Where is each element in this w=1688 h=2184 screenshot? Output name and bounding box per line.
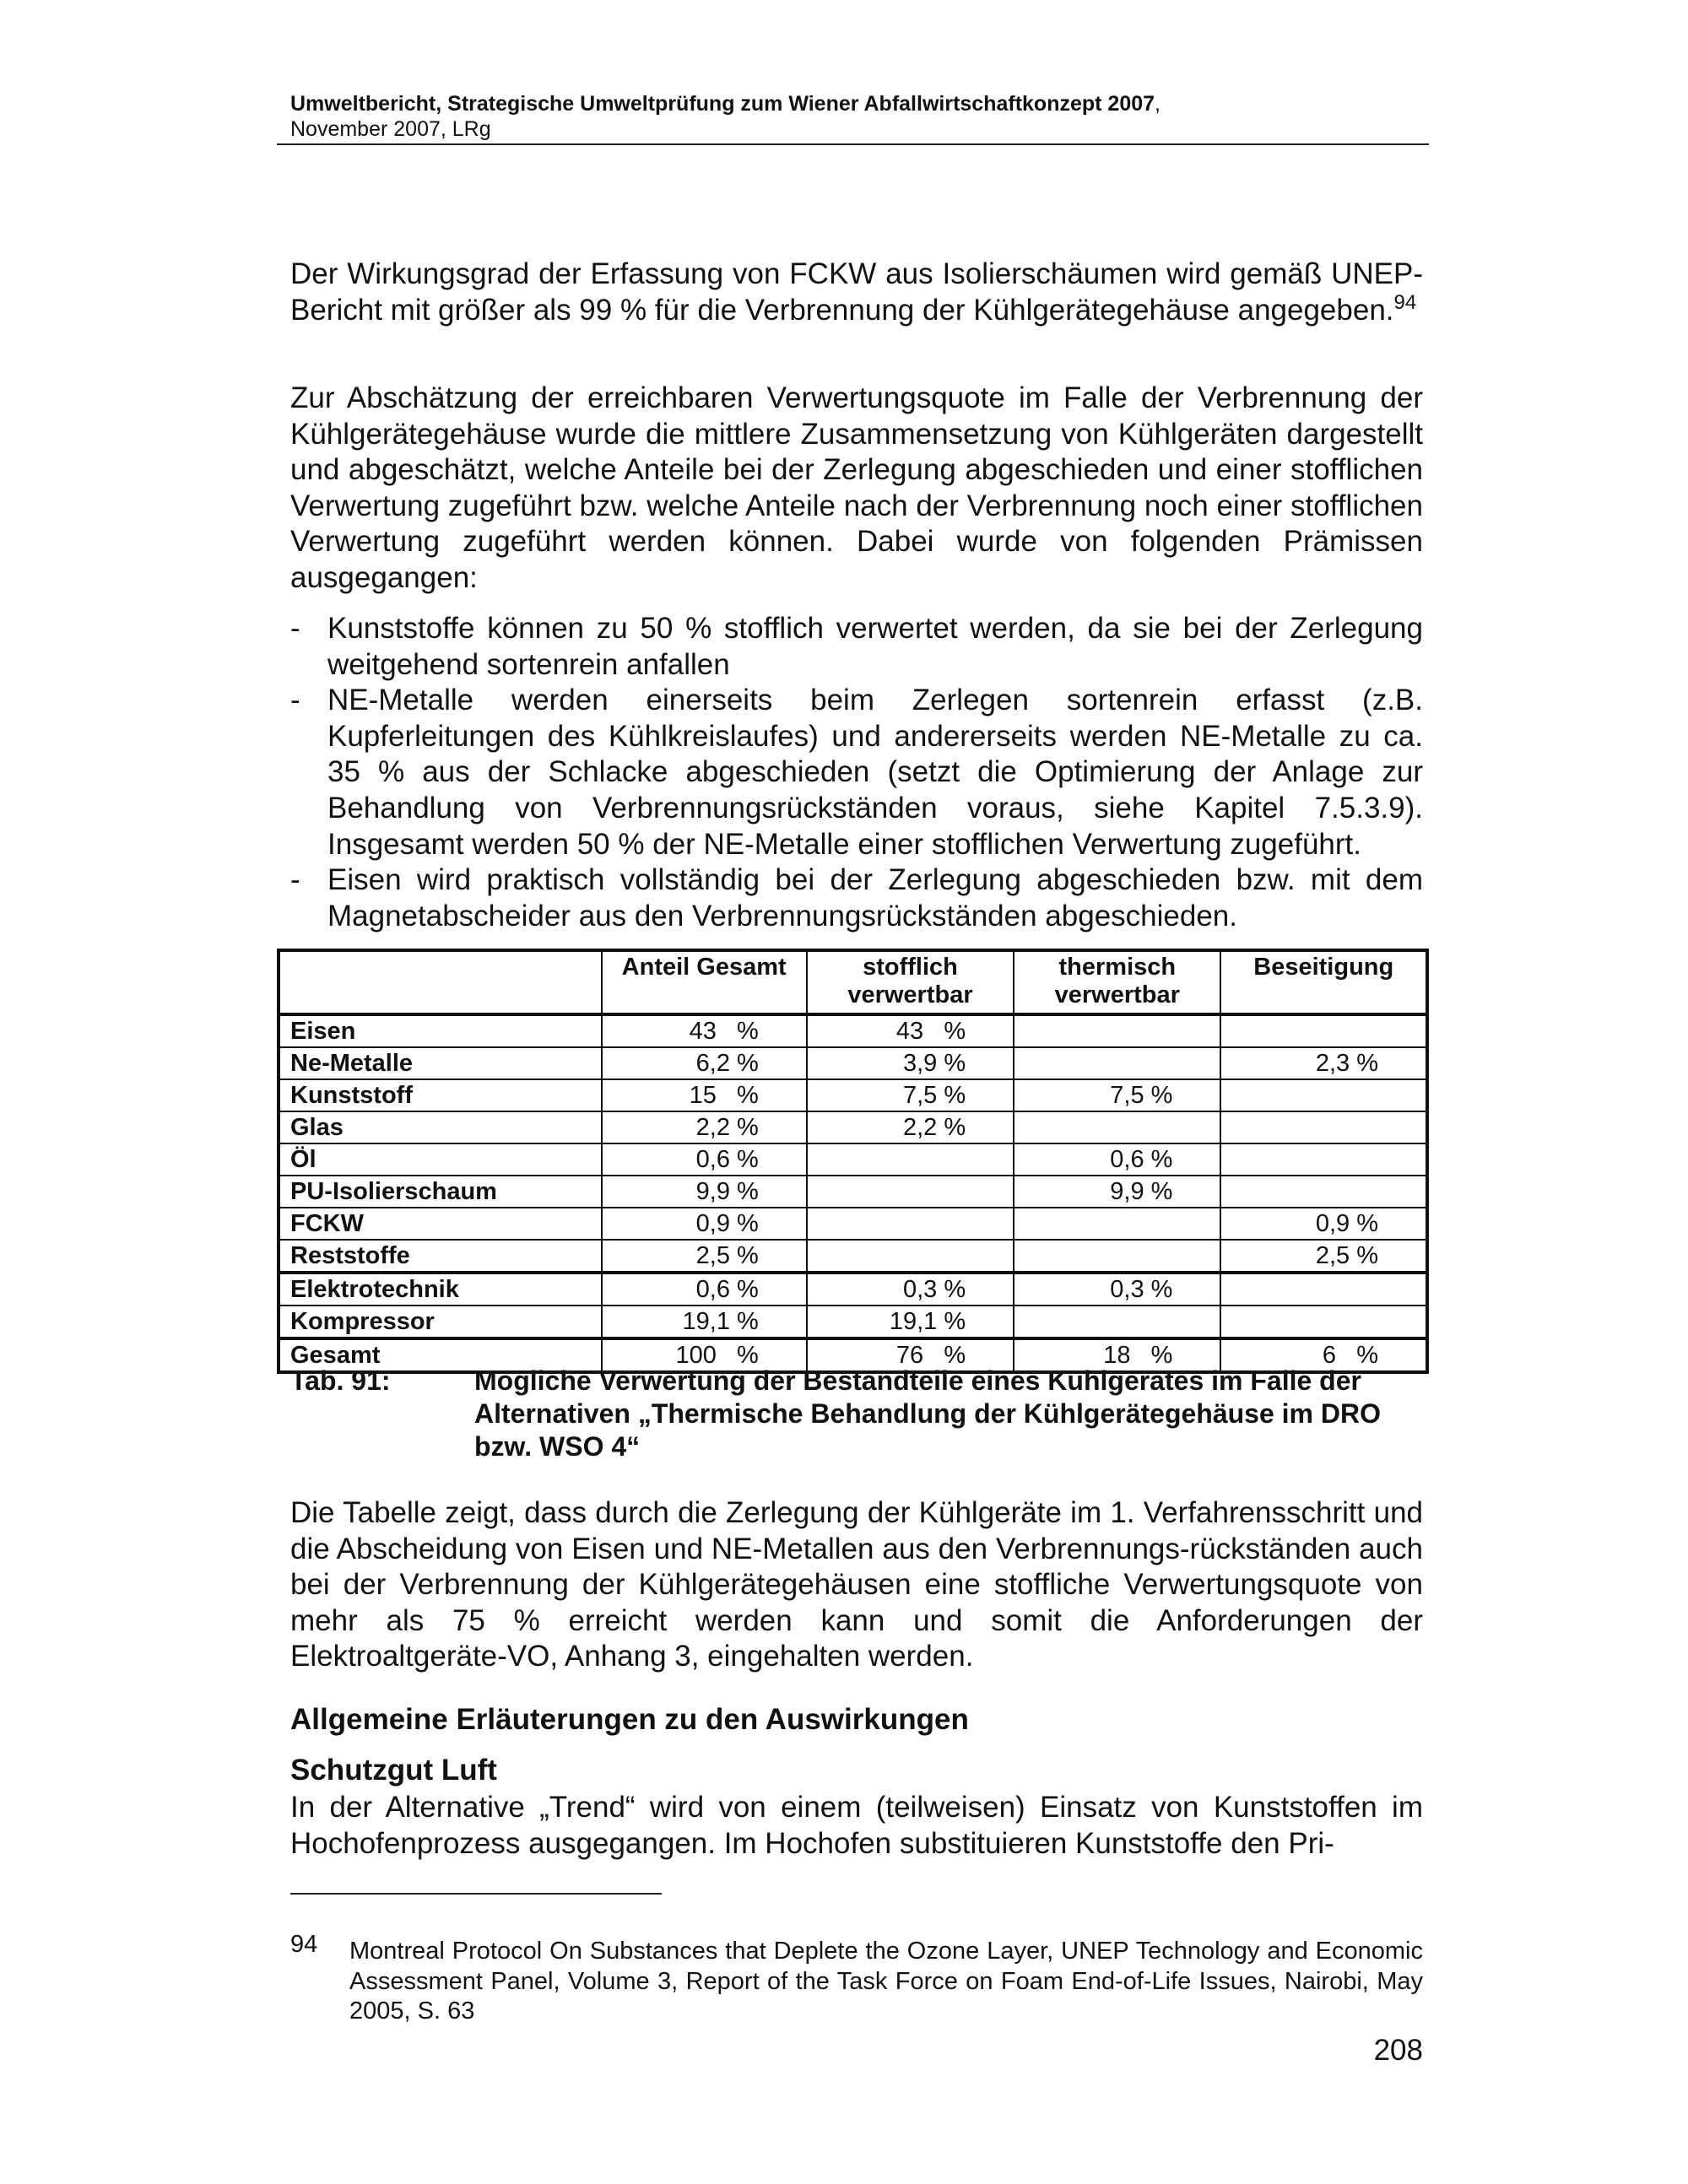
table-cell	[1014, 1240, 1220, 1273]
row-label: FCKW	[279, 1208, 602, 1240]
table-cell: 19,1 %	[807, 1306, 1014, 1338]
table-cell: 15 %	[602, 1079, 807, 1111]
table-cell: 43 %	[807, 1014, 1014, 1047]
table-cell: 0,3 %	[807, 1273, 1014, 1306]
table-cell: 0,9 %	[1220, 1208, 1427, 1240]
table-cell: 0,9 %	[602, 1208, 807, 1240]
row-label: Eisen	[279, 1014, 602, 1047]
table-cell: 100 %	[602, 1338, 807, 1372]
paragraph-4: In der Alternative „Trend“ wird von einem (teilweisen) Einsatz von Kunststoffen im Hochofenprozess ausgegangen. Im Hochofen substituieren Kunststoffe den Pri-	[290, 1791, 1423, 1860]
table-cell: 43 %	[602, 1014, 807, 1047]
table-cell: 19,1 %	[602, 1306, 807, 1338]
table-cell: 0,6 %	[1014, 1143, 1220, 1176]
table-row	[279, 1176, 1427, 1208]
table-cell	[807, 1143, 1014, 1176]
table-row	[279, 1047, 1427, 1079]
table-row	[279, 1014, 1427, 1047]
table-cell	[1220, 1273, 1427, 1306]
table-cell	[1014, 1306, 1220, 1338]
table-cell: 9,9 %	[602, 1176, 807, 1208]
table-cell: 7,5 %	[1014, 1079, 1220, 1111]
column-header: thermisch verwertbar	[1014, 950, 1220, 1014]
table-cell	[1220, 1306, 1427, 1338]
table-cell	[807, 1176, 1014, 1208]
caption-text: Mögliche Verwertung der Bestandteile eines Kühlgerätes im Falle der Alternativen „Thermische Behandlung der Kühlgerätegehäuse im DRO bzw. WSO 4“	[474, 1365, 1381, 1462]
table-cell: 0,6 %	[602, 1143, 807, 1176]
table-cell: 0,3 %	[1014, 1273, 1220, 1306]
row-label: Kunststoff	[279, 1079, 602, 1111]
paragraph-1-text: Der Wirkungsgrad der Erfassung von FCKW aus Isolierschäumen wird gemäß UNEP-Bericht mit größer als 99 % für die Verbrennung der Kühlgerätegehäuse angegeben.	[290, 257, 1423, 327]
column-header: Beseitigung	[1220, 950, 1427, 1014]
row-label: PU-Isolierschaum	[279, 1176, 602, 1208]
footnote-rule	[290, 1893, 662, 1895]
table-cell	[1014, 1111, 1220, 1143]
table-row	[279, 1079, 1427, 1111]
list-item	[290, 611, 1423, 683]
composition-table	[277, 949, 1429, 1374]
dash-bullet: -	[290, 684, 300, 717]
table-cell	[1014, 1014, 1220, 1047]
running-header	[290, 91, 1423, 142]
page-number: 208	[1373, 2034, 1423, 2067]
row-label: Öl	[279, 1143, 602, 1176]
footnote-number: 94	[290, 1931, 318, 1958]
table-header-row	[279, 950, 1427, 1014]
table-row	[279, 1240, 1427, 1273]
column-header	[279, 950, 602, 1014]
paragraph-2: Zur Abschätzung der erreichbaren Verwertungsquote im Falle der Verbrennung der Kühlgerätegehäuse wurde die mittlere Zusammensetzung von Kühlgeräten dargestellt und abgeschätzt, welche Anteile bei der Zerlegung abgeschieden und einer stofflichen Verwertung zugeführt bzw. welche Anteile nach der Verbrennung noch einer stofflichen Verwertung zugeführt werden können. Dabei wurde von folgenden Prämissen ausgegangen:	[290, 381, 1423, 594]
table-cell: 2,5 %	[1220, 1240, 1427, 1273]
table-cell: 9,9 %	[1014, 1176, 1220, 1208]
table-cell	[1220, 1111, 1427, 1143]
table-cell: 2,2 %	[602, 1111, 807, 1143]
column-header: Anteil Gesamt	[602, 950, 807, 1014]
header-subtitle: November 2007, LRg	[290, 117, 491, 141]
table-cell: 6 %	[1220, 1338, 1427, 1372]
row-label: Gesamt	[279, 1338, 602, 1372]
list-item	[290, 683, 1423, 862]
table-cell: 2,3 %	[1220, 1047, 1427, 1079]
table-cell: 2,5 %	[602, 1240, 807, 1273]
footnote-text: Montreal Protocol On Substances that Deplete the Ozone Layer, UNEP Technology and Economic Assessment Panel, Volume 3, Report of the Task Force on Foam End-of-Life Issues, Nairobi, May 2005, S. 63	[349, 1938, 1423, 2025]
premises-list	[290, 611, 1423, 934]
header-title-suffix: ,	[1155, 92, 1160, 116]
dash-bullet: -	[290, 863, 300, 897]
footnote-ref[interactable]: 94	[1393, 290, 1417, 314]
table-cell	[1220, 1079, 1427, 1111]
dash-bullet: -	[290, 612, 300, 645]
table-cell: 2,2 %	[807, 1111, 1014, 1143]
table-row	[279, 1273, 1427, 1306]
table-row	[279, 1306, 1427, 1338]
header-title: Umweltbericht, Strategische Umweltprüfung zum Wiener Abfallwirtschaftkonzept 2007	[290, 92, 1155, 116]
row-label: Elektrotechnik	[279, 1273, 602, 1306]
paragraph-3: Die Tabelle zeigt, dass durch die Zerlegung der Kühlgeräte im 1. Verfahrensschritt und die Abscheidung von Eisen und NE-Metallen aus den Verbrennungs-rückständen auch bei der Verbrennung der Kühlgerätegehäusen eine stoffliche Verwertungsquote von mehr als 75 % erreicht werden kann und somit die Anforderungen der Elektroaltgeräte-VO, Anhang 3, eingehalten werden.	[290, 1496, 1423, 1673]
table-cell	[1220, 1176, 1427, 1208]
row-label: Glas	[279, 1111, 602, 1143]
list-item	[290, 862, 1423, 934]
list-item-text: Kunststoffe können zu 50 % stofflich verwertet werden, da sie bei der Zerlegung weitgehend sortenrein anfallen	[327, 612, 1423, 681]
row-label: Kompressor	[279, 1306, 602, 1338]
table-caption	[290, 1365, 1430, 1463]
table-cell: 3,9 %	[807, 1047, 1014, 1079]
list-item-text: NE-Metalle werden einerseits beim Zerlegen sortenrein erfasst (z.B. Kupferleitungen des Kühlkreislaufes) und andererseits werden NE-Metalle zu ca. 35 % aus der Schlacke abgeschieden (setzt die Optimierung der Anlage zur Behandlung von Verbrennungsrückständen voraus, siehe Kapitel 7.5.3.9). Insgesamt werden 50 % der NE-Metalle einer stofflichen Verwertung zugeführt.	[327, 684, 1423, 861]
list-item-text: Eisen wird praktisch vollständig bei der Zerlegung abgeschieden bzw. mit dem Magnetabscheider aus den Verbrennungsrückständen abgeschieden.	[327, 863, 1423, 933]
table-row	[279, 1143, 1427, 1176]
table-cell	[807, 1208, 1014, 1240]
table-cell: 76 %	[807, 1338, 1014, 1372]
table-cell: 6,2 %	[602, 1047, 807, 1079]
table-row	[279, 1111, 1427, 1143]
footnote	[290, 1931, 1423, 2027]
table-row	[279, 1208, 1427, 1240]
paragraph-1	[290, 257, 1423, 328]
caption-number: Tab. 91:	[290, 1365, 391, 1396]
row-label: Ne-Metalle	[279, 1047, 602, 1079]
table-cell	[807, 1240, 1014, 1273]
table-cell	[1220, 1143, 1427, 1176]
row-label: Reststoffe	[279, 1240, 602, 1273]
table-cell: 0,6 %	[602, 1273, 807, 1306]
section-heading: Allgemeine Erläuterungen zu den Auswirkungen	[290, 1703, 969, 1736]
table-cell: 18 %	[1014, 1338, 1220, 1372]
table-cell	[1220, 1014, 1427, 1047]
table-cell: 7,5 %	[807, 1079, 1014, 1111]
header-rule	[277, 143, 1429, 145]
subsection-heading: Schutzgut Luft	[290, 1754, 497, 1787]
table-cell	[1014, 1047, 1220, 1079]
table-cell	[1014, 1208, 1220, 1240]
column-header: stofflich verwertbar	[807, 950, 1014, 1014]
